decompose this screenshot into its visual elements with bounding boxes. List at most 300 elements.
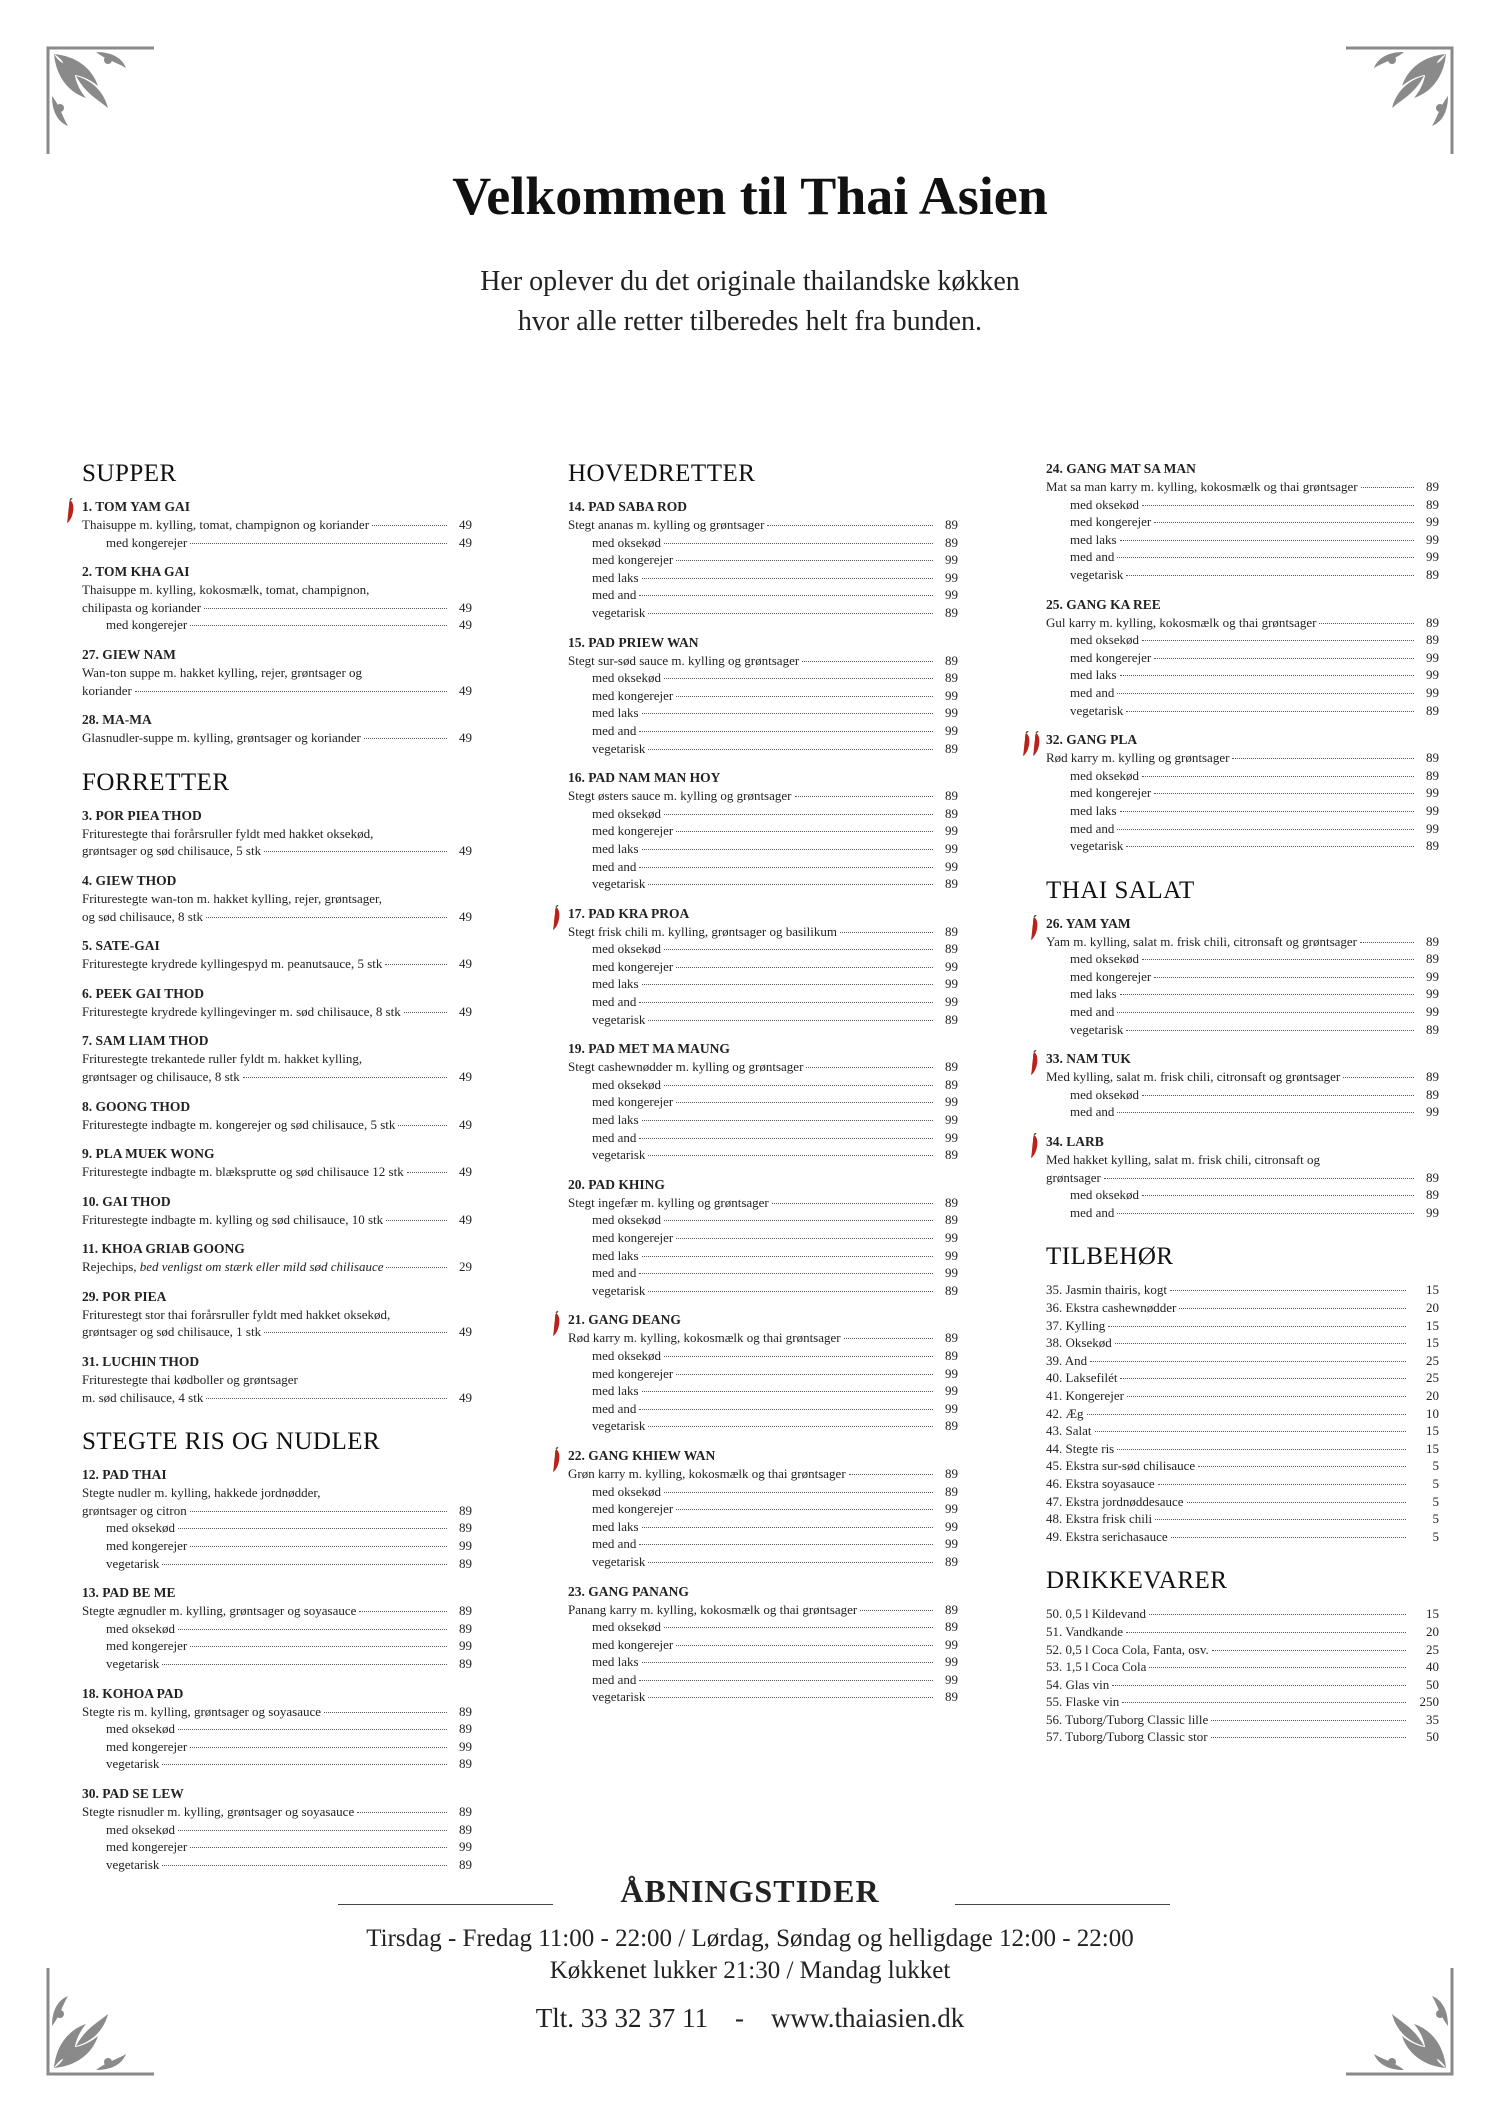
dot-leader <box>1142 1195 1414 1196</box>
dish-number: 7. <box>82 1033 93 1049</box>
dot-leader <box>1171 1537 1406 1538</box>
line-text: med laks <box>592 976 639 992</box>
dot-leader <box>1090 1361 1406 1362</box>
dish-title: PEEK GAI THOD <box>95 985 205 1001</box>
menu-section <box>1046 1567 1439 1746</box>
price: 89 <box>1426 1086 1439 1102</box>
price: 49 <box>459 599 472 615</box>
line-text: Stegte nudler m. kylling, hakkede jordnødder, <box>82 1485 321 1501</box>
dot-leader <box>648 1020 933 1021</box>
line-text: Friturestegte thai kødboller og grøntsager <box>82 1372 298 1388</box>
dot-leader <box>1117 1213 1414 1214</box>
variant-line <box>1046 702 1439 720</box>
line-text: 50. 0,5 l Kildevand <box>1046 1606 1147 1622</box>
dot-leader <box>206 1398 447 1399</box>
website-link[interactable]: www.thaiasien.dk <box>771 2003 965 2033</box>
line-text: med kongerejer <box>106 617 188 633</box>
price: 25 <box>1426 1352 1439 1368</box>
price: 49 <box>459 1389 472 1405</box>
price: 89 <box>945 1194 958 1210</box>
dot-leader <box>840 932 933 933</box>
dot-leader <box>1112 1685 1406 1686</box>
dish-number: 21. <box>568 1312 585 1328</box>
line-text: med oksekød <box>106 1520 175 1536</box>
dot-leader <box>1154 793 1414 794</box>
dot-leader <box>664 678 933 679</box>
menu-item <box>82 1785 472 1873</box>
opening-hours-line: Køkkenet lukker 21:30 / Mandag lukket <box>549 1957 951 1984</box>
variant-line <box>568 1688 958 1706</box>
line-text: med kongerejer <box>1070 514 1152 530</box>
price: 49 <box>459 682 472 698</box>
variant-line <box>568 1365 958 1383</box>
line-text: med laks <box>592 1654 639 1670</box>
dish-title: SATE-GAI <box>95 938 160 954</box>
price: 99 <box>945 1094 958 1110</box>
line-text: med kongerejer <box>592 1636 674 1652</box>
menu-item <box>1046 596 1439 720</box>
dot-leader <box>1104 1178 1414 1179</box>
menu-line <box>1046 1728 1439 1746</box>
price: 89 <box>945 1282 958 1298</box>
line-text: Grøn karry m. kylling, kokosmælk og thai grøntsager <box>568 1465 846 1481</box>
dot-leader <box>648 1697 933 1698</box>
line-text: med laks <box>1070 531 1117 547</box>
menu-item <box>568 769 958 893</box>
line-text: med laks <box>1070 986 1117 1002</box>
price: 89 <box>945 740 958 756</box>
price: 89 <box>1426 1021 1439 1037</box>
line-text: grøntsager og sød chilisauce, 1 stk <box>82 1324 262 1340</box>
dish-number: 30. <box>82 1785 99 1801</box>
price: 99 <box>459 1538 472 1554</box>
line-text: med kongerejer <box>106 1638 188 1654</box>
price: 49 <box>459 956 472 972</box>
dot-leader <box>664 814 933 815</box>
line-text: Stegte ris m. kylling, grøntsager og soyasauce <box>82 1703 322 1719</box>
dish-title: TOM YAM GAI <box>95 499 191 514</box>
description-line <box>1046 933 1439 951</box>
price: 99 <box>1426 968 1439 984</box>
dot-leader <box>806 1067 933 1068</box>
dish-name <box>568 1176 958 1194</box>
price: 99 <box>459 1839 472 1855</box>
dot-leader <box>162 1764 447 1765</box>
dish-name <box>82 646 472 664</box>
dish-number: 24. <box>1046 461 1063 476</box>
variant-line <box>1046 513 1439 531</box>
menu-line <box>1046 1405 1439 1423</box>
dot-leader <box>664 1492 933 1493</box>
dot-leader <box>1142 959 1414 960</box>
dish-title: KOHOA PAD <box>102 1685 184 1701</box>
dot-leader <box>1126 1632 1406 1633</box>
price: 89 <box>945 1330 958 1346</box>
variant-line <box>1046 496 1439 514</box>
price: 89 <box>945 1689 958 1705</box>
dot-leader <box>639 1409 933 1410</box>
price: 99 <box>459 1638 472 1654</box>
description-line <box>82 599 472 617</box>
dish-name <box>82 1288 472 1306</box>
variant-line <box>568 704 958 722</box>
line-text: med laks <box>1070 802 1117 818</box>
price: 99 <box>945 1265 958 1281</box>
description-line <box>82 581 472 599</box>
menu-section <box>568 460 958 1706</box>
menu-section <box>82 769 472 1407</box>
variant-line <box>568 1111 958 1129</box>
dish-name <box>82 711 472 729</box>
dish-title: PAD THAI <box>102 1467 167 1483</box>
dish-title: PAD KHING <box>588 1176 665 1192</box>
line-text: Rejechips, <box>82 1259 140 1275</box>
variant-line <box>82 1519 472 1537</box>
variant-line <box>568 805 958 823</box>
dot-leader <box>178 1729 447 1730</box>
variant-line <box>1046 1103 1439 1121</box>
price: 99 <box>459 1738 472 1754</box>
variant-line <box>1046 649 1439 667</box>
price: 99 <box>945 1654 958 1670</box>
line-text: 57. Tuborg/Tuborg Classic stor <box>1046 1729 1208 1745</box>
dot-leader <box>1198 1466 1406 1467</box>
menu-line <box>1046 1711 1439 1729</box>
description-line <box>82 1211 472 1229</box>
dot-leader <box>162 1564 447 1565</box>
line-text: Yam m. kylling, salat m. frisk chili, citronsaft og grøntsager <box>1046 933 1357 949</box>
line-text: med and <box>1070 549 1115 565</box>
dish-name <box>82 1353 472 1371</box>
line-text: med and <box>592 1129 637 1145</box>
dish-name <box>1046 1133 1439 1151</box>
dish-title: GIEW THOD <box>95 872 177 888</box>
dot-leader <box>1127 1396 1406 1397</box>
menu-section <box>1046 1243 1439 1545</box>
dish-title: GOONG THOD <box>95 1098 191 1114</box>
dish-number: 28. <box>82 712 99 728</box>
dish-number: 31. <box>82 1354 99 1370</box>
line-text: 36. Ekstra cashewnødder <box>1046 1300 1177 1315</box>
price: 15 <box>1426 1440 1439 1456</box>
line-text: Friturestegte thai forårsruller fyldt med hakket oksekød, <box>82 825 374 841</box>
variant-line <box>568 1282 958 1300</box>
line-text: 38. Oksekød <box>1046 1335 1112 1351</box>
menu-line <box>1046 1369 1439 1387</box>
line-text: med and <box>592 1265 637 1281</box>
dish-number: 20. <box>568 1176 585 1192</box>
description-line <box>1046 478 1439 496</box>
dot-leader <box>385 964 447 965</box>
dot-leader <box>1120 811 1414 812</box>
dot-leader <box>642 1391 933 1392</box>
dish-title: PAD PRIEW WAN <box>588 634 699 650</box>
line-text: Med hakket kylling, salat m. frisk chili, citronsaft og <box>1046 1152 1321 1168</box>
price: 99 <box>945 705 958 721</box>
dish-number: 19. <box>568 1041 585 1057</box>
price: 89 <box>459 1620 472 1636</box>
menu-item <box>82 1466 472 1572</box>
separator: - <box>735 2003 745 2033</box>
variant-line <box>82 1655 472 1673</box>
price: 15 <box>1426 1606 1439 1622</box>
menu-section <box>82 1428 472 1873</box>
price: 89 <box>1426 1169 1439 1185</box>
description-line <box>568 516 958 534</box>
dish-title: PAD KRA PROA <box>588 905 690 921</box>
dish-title: MA-MA <box>102 712 152 728</box>
dish-name <box>568 1311 958 1329</box>
dot-leader <box>676 696 933 697</box>
dot-leader <box>1360 942 1414 943</box>
line-text: vegetarisk <box>106 1656 160 1671</box>
price: 89 <box>1426 1069 1439 1085</box>
dot-leader <box>849 1474 933 1475</box>
section-title: FORRETTER <box>82 768 230 796</box>
line-text: med oksekød <box>1070 496 1139 512</box>
menu-item <box>82 711 472 747</box>
price: 89 <box>459 1721 472 1737</box>
variant-line <box>82 534 472 552</box>
dot-leader <box>1122 1702 1406 1703</box>
line-text: med and <box>592 587 637 603</box>
price: 89 <box>1426 767 1439 783</box>
line-text: 52. 0,5 l Coca Cola, Fanta, osv. <box>1046 1641 1209 1657</box>
dish-name <box>82 1466 472 1484</box>
line-text: Friturestegte trekantede ruller fyldt m. hakket kylling, <box>82 1051 363 1067</box>
price: 99 <box>1426 1004 1439 1020</box>
dot-leader <box>1126 711 1414 712</box>
dot-leader <box>1126 846 1414 847</box>
dot-leader <box>1117 829 1414 830</box>
line-text: Med kylling, salat m. frisk chili, citronsaft og grøntsager <box>1046 1069 1341 1085</box>
line-text: med and <box>592 722 637 738</box>
dish-title: POR PIEA <box>102 1288 167 1304</box>
price: 89 <box>1426 933 1439 949</box>
dish-title: PAD SABA ROD <box>588 499 688 514</box>
dish-number: 32. <box>1046 732 1063 748</box>
dish-name <box>82 937 472 955</box>
line-text: med oksekød <box>106 1620 175 1636</box>
dot-leader <box>1095 1431 1407 1432</box>
price: 99 <box>945 976 958 992</box>
line-text: med and <box>592 1400 637 1416</box>
variant-line <box>1046 684 1439 702</box>
price: 89 <box>945 941 958 957</box>
dot-leader <box>1149 1667 1406 1668</box>
dot-leader <box>844 1338 933 1339</box>
line-text: 54. Glas vin <box>1046 1676 1110 1692</box>
variant-line <box>568 669 958 687</box>
description-line <box>1046 1068 1439 1086</box>
price: 89 <box>1426 838 1439 854</box>
line-text: med oksekød <box>592 805 661 821</box>
price: 99 <box>1426 549 1439 565</box>
variant-line <box>568 1382 958 1400</box>
menu-line <box>1046 1475 1439 1493</box>
menu-item <box>1046 1050 1439 1121</box>
menu-item <box>82 646 472 699</box>
variant-line <box>82 616 472 634</box>
line-text: med kongerejer <box>106 1538 188 1554</box>
price: 250 <box>1419 1694 1439 1710</box>
line-text: vegetarisk <box>592 1418 646 1434</box>
menu-line <box>1046 1658 1439 1676</box>
line-text: vegetarisk <box>1070 566 1124 582</box>
dish-number: 10. <box>82 1193 99 1209</box>
dish-name <box>1046 460 1439 478</box>
price: 89 <box>1426 1187 1439 1203</box>
menu-item <box>568 905 958 1029</box>
variant-line <box>1046 1003 1439 1021</box>
line-text: 47. Ekstra jordnøddesauce <box>1046 1493 1184 1509</box>
dish-number: 15. <box>568 634 585 650</box>
line-text: med kongerejer <box>1070 968 1152 984</box>
description-line <box>82 1003 472 1021</box>
menu-line <box>1046 1623 1439 1641</box>
price: 5 <box>1432 1493 1439 1509</box>
price: 89 <box>945 805 958 821</box>
menu-item <box>568 498 958 622</box>
dot-leader <box>1120 540 1414 541</box>
variant-line <box>568 551 958 569</box>
dish-name <box>1046 596 1439 614</box>
variant-line <box>1046 566 1439 584</box>
dot-leader <box>1120 1378 1406 1379</box>
price: 89 <box>945 923 958 939</box>
dish-number: 9. <box>82 1146 93 1162</box>
menu-section <box>82 460 472 747</box>
line-text: med kongerejer <box>592 958 674 974</box>
dot-leader <box>190 1747 447 1748</box>
price: 89 <box>1426 951 1439 967</box>
dish-number: 11. <box>82 1241 99 1257</box>
line-text: med oksekød <box>592 941 661 957</box>
line-text: m. sød chilisauce, 4 stk <box>82 1389 204 1405</box>
description-line <box>82 682 472 700</box>
variant-line <box>568 569 958 587</box>
variant-line <box>1046 837 1439 855</box>
dot-leader <box>1142 505 1414 506</box>
variant-line <box>568 993 958 1011</box>
price: 89 <box>945 1553 958 1569</box>
price: 99 <box>945 840 958 856</box>
dish-name <box>82 1193 472 1211</box>
opening-hours-title: ÅBNINGSTIDER <box>620 1873 880 1909</box>
dot-leader <box>1211 1737 1406 1738</box>
variant-line <box>1046 631 1439 649</box>
line-text: Stegte ægnudler m. kylling, grøntsager og soyasauce <box>82 1603 357 1619</box>
description-line <box>82 1116 472 1134</box>
dot-leader <box>648 1155 933 1156</box>
variant-line <box>82 1738 472 1756</box>
dot-leader <box>664 1220 933 1221</box>
line-text: 48. Ekstra frisk chili <box>1046 1511 1153 1527</box>
dish-number: 8. <box>82 1098 93 1114</box>
price: 99 <box>1426 514 1439 530</box>
dish-number: 23. <box>568 1583 585 1599</box>
dot-leader <box>1108 1326 1406 1327</box>
variant-line <box>1046 820 1439 838</box>
line-text: med oksekød <box>592 670 661 686</box>
line-text: 43. Salat <box>1046 1423 1092 1439</box>
dot-leader <box>1154 977 1414 978</box>
dot-leader <box>359 1611 447 1612</box>
variant-line <box>568 840 958 858</box>
price: 89 <box>945 1418 958 1434</box>
dot-leader <box>639 1680 933 1681</box>
line-text: med kongerejer <box>1070 785 1152 801</box>
price: 49 <box>459 730 472 746</box>
menu-item <box>1046 1133 1439 1221</box>
variant-line <box>568 1076 958 1094</box>
dish-number: 34. <box>1046 1134 1063 1150</box>
dot-leader <box>204 608 447 609</box>
dot-leader <box>190 1546 447 1547</box>
price: 89 <box>1426 632 1439 648</box>
line-text: Rød karry m. kylling, kokosmælk og thai grøntsager <box>568 1330 841 1346</box>
line-text: vegetarisk <box>592 1689 646 1705</box>
dot-leader <box>795 796 934 797</box>
dish-name <box>568 634 958 652</box>
dot-leader <box>206 917 447 918</box>
line-note: bed venligst om stærk eller mild sød chilisauce <box>139 1259 384 1275</box>
price: 89 <box>945 1076 958 1092</box>
line-text: 51. Vandkande <box>1046 1623 1124 1639</box>
price: 89 <box>945 670 958 686</box>
price: 5 <box>1432 1475 1439 1491</box>
price: 40 <box>1426 1659 1439 1675</box>
variant-line <box>1046 802 1439 820</box>
line-text: Stegt cashewnødder m. kylling og grøntsager <box>568 1059 804 1075</box>
line-text: med oksekød <box>592 1619 661 1635</box>
price: 89 <box>459 1656 472 1671</box>
line-text: med oksekød <box>1070 1086 1139 1102</box>
price: 49 <box>459 617 472 633</box>
dot-leader <box>772 1203 933 1204</box>
dot-leader <box>676 967 933 968</box>
dot-leader <box>190 1511 447 1512</box>
menu-item <box>82 1288 472 1341</box>
dot-leader <box>404 1012 447 1013</box>
price: 20 <box>1426 1300 1439 1315</box>
dot-leader <box>264 851 447 852</box>
dish-number: 3. <box>82 807 93 823</box>
line-text: med oksekød <box>106 1821 175 1837</box>
dot-leader <box>1142 640 1414 641</box>
section-title: SUPPER <box>82 460 177 487</box>
menu-column-middle <box>568 460 958 1728</box>
dish-name <box>82 1785 472 1803</box>
description-line <box>82 664 472 682</box>
line-text: 49. Ekstra serichasauce <box>1046 1528 1168 1544</box>
variant-line <box>1046 531 1439 549</box>
dot-leader <box>639 1138 933 1139</box>
dot-leader <box>648 1562 933 1563</box>
dish-number: 18. <box>82 1685 99 1701</box>
price: 99 <box>1426 667 1439 683</box>
dish-title: GANG DEANG <box>588 1312 681 1328</box>
dish-number: 2. <box>82 564 93 580</box>
description-line <box>1046 749 1439 767</box>
line-text: med oksekød <box>592 1076 661 1092</box>
line-text: med oksekød <box>1070 1187 1139 1203</box>
menu-item <box>82 1098 472 1134</box>
variant-line <box>568 940 958 958</box>
price: 49 <box>459 1164 472 1180</box>
variant-line <box>82 1821 472 1839</box>
line-text: med and <box>1070 1004 1115 1020</box>
